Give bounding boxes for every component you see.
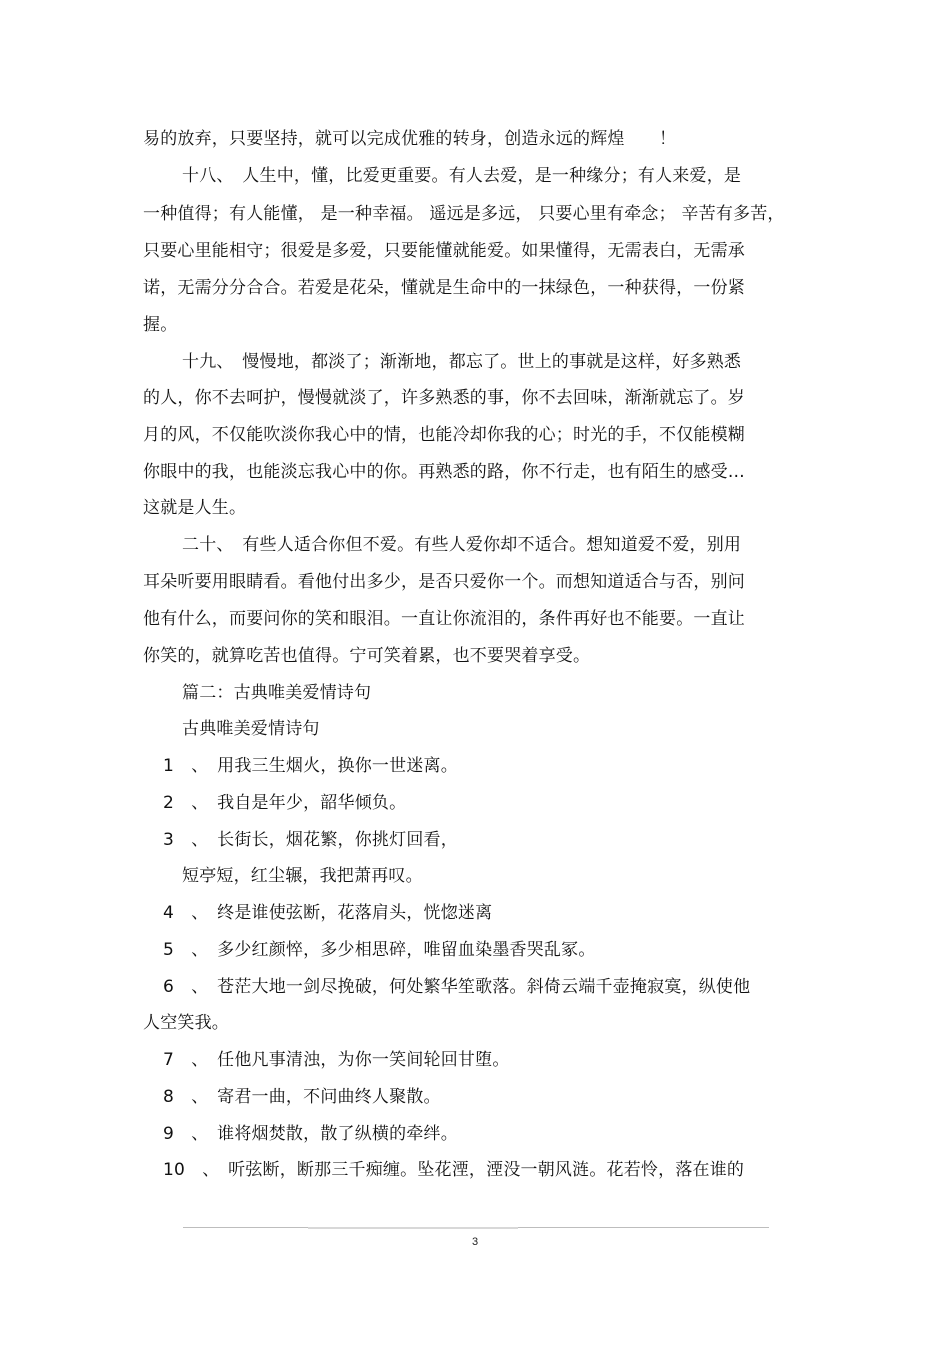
text-line: 你笑的，就算吃苦也值得。宁可笑着累，也不要哭着享受。: [143, 646, 591, 666]
numbered-line: 4 、 终是谁使弦断，花落肩头，恍惚迷离: [163, 903, 493, 923]
continued-line: 短亭短，红尘辗，我把萧再叹。: [182, 866, 423, 886]
continued-line: 人空笑我。: [143, 1013, 229, 1033]
numbered-line: 6 、 苍茫大地一剑尽挽破，何处繁华笙歌落。斜倚云端千壶掩寂寞，纵使他: [163, 977, 751, 997]
numbered-line: 3 、 长街长，烟花繁，你挑灯回看，: [163, 830, 458, 850]
text-line: 诺，无需分分合合。若爱是花朵，懂就是生命中的一抹绿色，一种获得，一份紧: [143, 278, 745, 298]
section-heading: 篇二：古典唯美爱情诗句: [182, 683, 372, 703]
text-line: 握。: [143, 315, 178, 335]
text-line: 的人，你不去呵护，慢慢就淡了，许多熟悉的事，你不去回味，渐渐就忘了。岁: [143, 388, 745, 408]
text-line: 耳朵听要用眼睛看。看他付出多少，是否只爱你一个。而想知道适合与否，别问: [143, 572, 745, 592]
text-line: 十八、 人生中，懂，比爱更重要。有人去爱，是一种缘分；有人来爱，是: [182, 166, 742, 186]
text-line: 一种值得；有人能懂， 是一种幸福。 遥远是多远， 只要心里有牵念； 辛苦有多苦，: [143, 204, 785, 224]
text-line: 易的放弃，只要坚持，就可以完成优雅的转身，创造永远的辉煌 ！: [143, 129, 677, 149]
text-line: 二十、 有些人适合你但不爱。有些人爱你却不适合。想知道爱不爱，别用: [182, 535, 742, 555]
text-line: 你眼中的我，也能淡忘我心中的你。再熟悉的路，你不行走，也有陌生的感受…: [143, 462, 745, 482]
numbered-line: 7 、 任他凡事清浊，为你一笑间轮回甘堕。: [163, 1050, 510, 1070]
section-title: 古典唯美爱情诗句: [182, 719, 320, 739]
text-line: 他有什么，而要问你的笑和眼泪。一直让你流泪的，条件再好也不能要。一直让: [143, 609, 745, 629]
numbered-line: 1 、 用我三生烟火，换你一世迷离。: [163, 756, 458, 776]
numbered-line: 5 、 多少红颜悴，多少相思碎，唯留血染墨香哭乱冢。: [163, 940, 596, 960]
text-line: 这就是人生。: [143, 498, 247, 518]
numbered-line: 9 、 谁将烟焚散，散了纵横的牵绊。: [163, 1124, 458, 1144]
footer-divider: [183, 1227, 769, 1228]
text-line: 月的风，不仅能吹淡你我心中的情，也能冷却你我的心；时光的手，不仅能模糊: [143, 425, 745, 445]
page-number: 3: [471, 1236, 479, 1248]
numbered-line: 2 、 我自是年少，韶华倾负。: [163, 793, 407, 813]
numbered-line: 8 、 寄君一曲，不问曲终人聚散。: [163, 1087, 441, 1107]
text-line: 只要心里能相守；很爱是多爱，只要能懂就能爱。如果懂得，无需表白，无需承: [143, 241, 745, 261]
numbered-line: 10 、 听弦断，断那三千痴缠。坠花湮，湮没一朝风涟。花若怜，落在谁的: [163, 1160, 745, 1180]
text-line: 十九、 慢慢地，都淡了；渐渐地，都忘了。世上的事就是这样，好多熟悉: [182, 352, 742, 372]
